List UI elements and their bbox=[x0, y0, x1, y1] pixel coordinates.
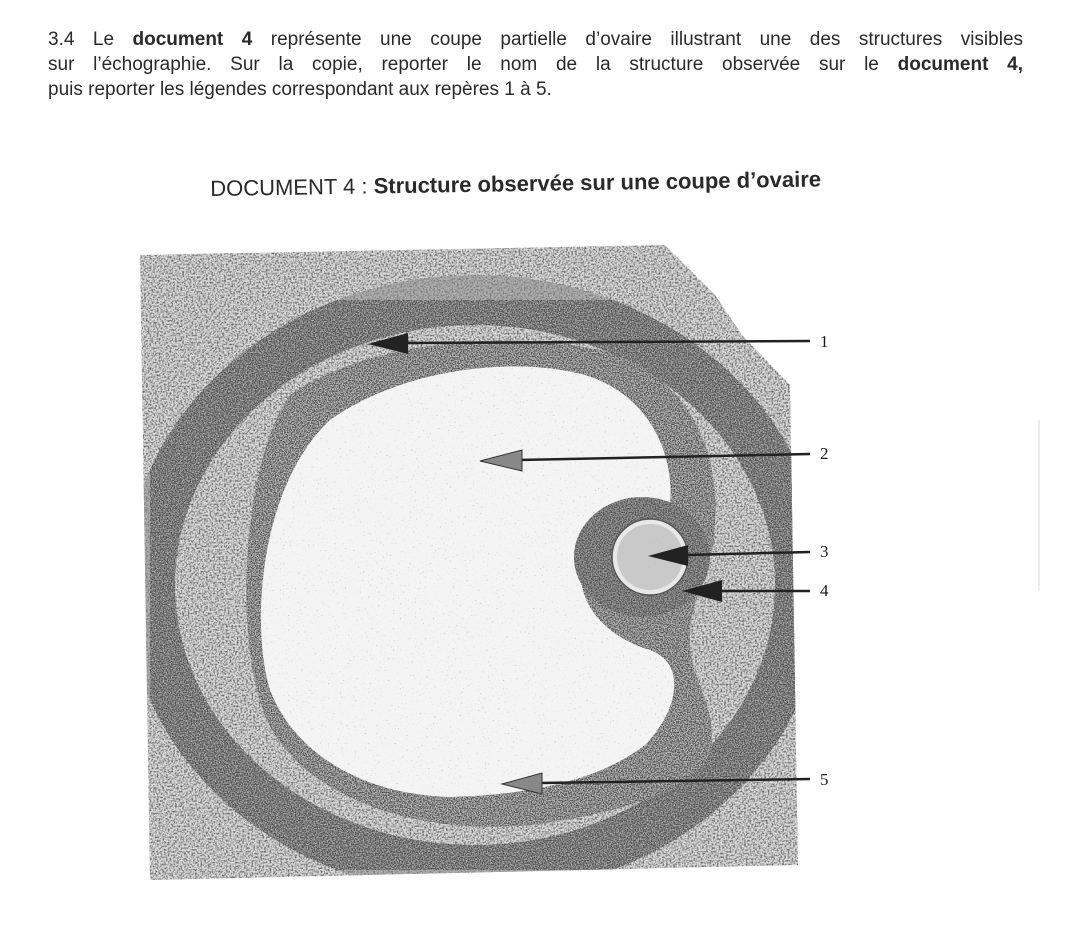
question-text bbox=[48, 27, 1023, 102]
doc-reference: document 4 bbox=[132, 29, 253, 50]
label-1: 1 bbox=[820, 332, 829, 351]
ovary-section-drawing bbox=[130, 235, 850, 890]
label-3: 3 bbox=[820, 542, 829, 561]
document-title: DOCUMENT 4 : Structure observée sur une coupe d’ovaire bbox=[210, 166, 822, 201]
label-4: 4 bbox=[820, 581, 829, 600]
ovarian-stroma bbox=[130, 235, 850, 890]
doc-reference: document 4, bbox=[897, 54, 1023, 75]
question-line-2: sur l’échographie. Sur la copie, reporter le nom de la structure observée sur le document 4, bbox=[48, 54, 1023, 75]
label-2: 2 bbox=[820, 444, 829, 463]
label-5: 5 bbox=[820, 770, 829, 789]
question-number: 3.4 bbox=[48, 29, 75, 50]
question-line-3: puis reporter les légendes correspondant aux repères 1 à 5. bbox=[48, 79, 552, 100]
question-line-1: 3.4 Le document 4 représente une coupe partielle d’ovaire illustrant une des structures visibles bbox=[48, 29, 1024, 50]
scan-artifact bbox=[1038, 420, 1040, 590]
ovary-section-figure bbox=[130, 235, 850, 890]
